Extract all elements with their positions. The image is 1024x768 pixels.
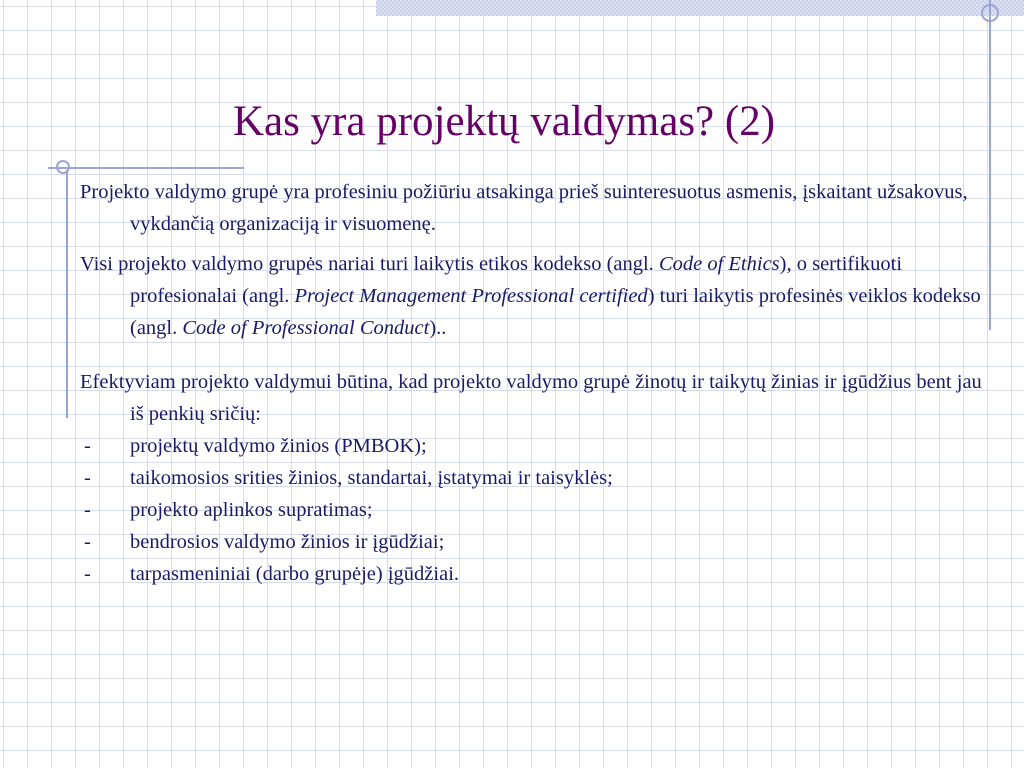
bullet-dash: - <box>84 467 91 489</box>
list-item <box>80 462 1000 494</box>
ethics-text-3: ) turi laikytis profesinės veiklos kodekso (angl. <box>130 285 981 339</box>
list-item-text: taikomosios srities žinios, standartai, įstatymai ir taisyklės; <box>130 467 613 489</box>
slide-title: Kas yra projektų valdymas? (2) <box>232 98 776 145</box>
paragraph-responsibility: Projekto valdymo grupė yra profesiniu požiūriu atsakinga prieš suinteresuotus asmenis, įskaitant užsakovus, vykdančią organizaciją ir visuomenę. <box>80 181 968 235</box>
ethics-text-1: Visi projekto valdymo grupės nariai turi laikytis etikos kodekso (angl. <box>80 253 659 275</box>
bullet-dash: - <box>84 499 91 521</box>
ethics-term-professional-conduct: Code of Professional Conduct <box>182 317 430 339</box>
list-item-text: projektų valdymo žinios (PMBOK); <box>130 435 427 457</box>
list-item-text: projekto aplinkos supratimas; <box>130 499 373 521</box>
paragraph-knowledge-areas: Efektyviam projekto valdymui būtina, kad projekto valdymo grupė žinotų ir taikytų žinias ir įgūdžius bent jau iš penkių sričių: <box>80 371 982 425</box>
ethics-text-2: ), o sertifikuoti profesionalai (angl. <box>130 253 903 307</box>
list-item-text: tarpasmeniniai (darbo grupėje) įgūdžiai. <box>130 563 460 585</box>
ethics-term-code-of-ethics: Code of Ethics <box>658 253 780 275</box>
left-decorative-hline <box>48 167 244 169</box>
bullet-dash: - <box>84 563 91 585</box>
bullet-dash: - <box>84 531 91 553</box>
top-decorative-band <box>376 0 1024 16</box>
slide-body <box>80 176 1000 590</box>
list-item <box>80 558 1000 590</box>
paragraph-ethics <box>80 248 1000 344</box>
list-item <box>80 430 1000 462</box>
list-item-text: bendrosios valdymo žinios ir įgūdžiai; <box>130 531 445 553</box>
left-decorative-circle <box>56 160 70 174</box>
ethics-term-pmp-certified: Project Management Professional certified <box>294 285 648 307</box>
list-item <box>80 526 1000 558</box>
bullet-dash: - <box>84 435 91 457</box>
left-decorative-vline <box>66 170 68 418</box>
list-item <box>80 494 1000 526</box>
ethics-text-4: ).. <box>429 317 447 339</box>
right-decorative-circle <box>981 4 999 22</box>
